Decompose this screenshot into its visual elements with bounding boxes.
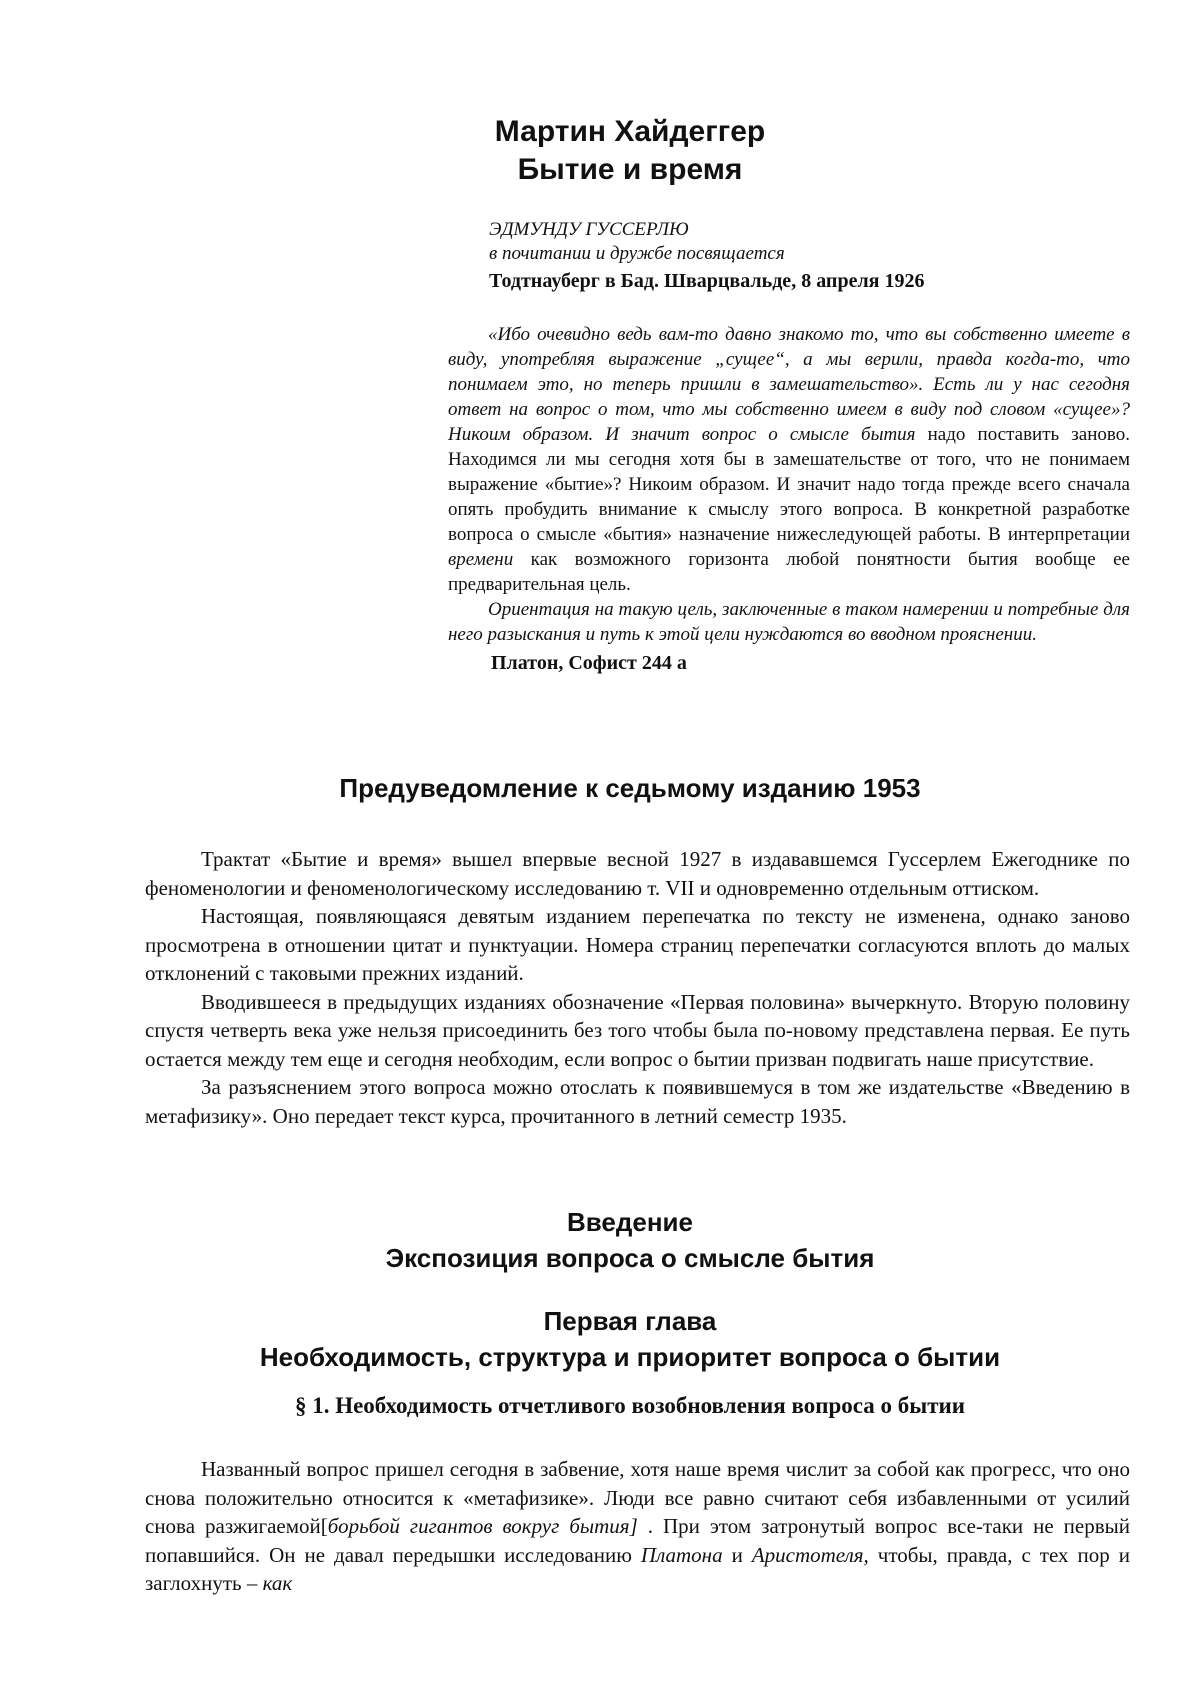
text-run-italic: Платона xyxy=(640,1542,723,1567)
section-heading: § 1. Необходимость отчетливого возобновления вопроса о бытии xyxy=(294,1393,966,1418)
epigraph-paragraph-2: Ориентация на такую цель, заключенные в таком намерении и потребные для него разыскания и путь к этой цели нуждаются во вводном прояснении. xyxy=(448,599,1130,645)
introduction-title: Введение xyxy=(567,1207,693,1237)
epigraph-italic-word: времени xyxy=(448,549,514,570)
preface-paragraph: За разъяснением этого вопроса можно отослать к появившемуся в том же издательстве «Введению в метафизику». Оно передает текст курса, прочитанного в летний семестр 1935. xyxy=(145,1075,1130,1128)
introduction-subtitle: Экспозиция вопроса о смысле бытия xyxy=(385,1243,875,1273)
chapter-heading xyxy=(150,1303,1110,1375)
text-run: чтобы, правда, с тех пор и заглохнуть – xyxy=(145,1542,1131,1595)
preface-paragraph: Трактат «Бытие и время» вышел впервые весной 1927 в издававшемся Гуссерлем Ежегоднике по феноменологии и феноменологическому исследованию т. VII и одновременно отдельным оттиском. xyxy=(145,847,1130,900)
text-run: и xyxy=(722,1542,752,1567)
section1-body xyxy=(145,1455,1130,1598)
title-block xyxy=(400,113,860,189)
section1-paragraph xyxy=(145,1455,1130,1598)
epigraph-attribution: Платон, Софист 244 а xyxy=(491,652,687,674)
chapter-subtitle: Необходимость, структура и приоритет вопроса о бытии xyxy=(259,1342,1001,1372)
epigraph-italic: «Ибо очевидно ведь вам-то давно знакомо то, что вы собственно имеете в виду, употребляя выражение „сущее“, а мы верили, правда когда-то, что понимаем это, но теперь пришли в замешательство». Есть ли у нас сегодня ответ на вопрос о том, что мы собственно имеем в виду под словом «сущее»? Никоим образом. И значит вопрос о смысле бытия xyxy=(448,324,1130,445)
preface-paragraph: Вводившееся в предыдущих изданиях обозначение «Первая половина» вычеркнуто. Вторую половину спустя четверть века уже нельзя присоединить без того чтобы была по-новому представлена первая. Ее путь остается между тем еще и сегодня необходим, если вопрос о бытии призван подвигать наше присутствие. xyxy=(145,989,1130,1071)
preface-paragraph: Настоящая, появляющаяся девятым изданием перепечатка по тексту не изменена, однако заново просмотрена в отношении цитат и пунктуации. Номера страниц перепечатки согласуются вплоть до малых отклонений с таковыми прежних изданий. xyxy=(145,904,1130,985)
text-run-italic: Аристотеля, xyxy=(751,1542,869,1567)
text-run-italic: борьбой гигантов вокруг бытия] xyxy=(327,1514,638,1538)
epigraph-paragraph xyxy=(448,322,1130,597)
epigraph-normal-end: как возможного горизонта любой понятности бытия вообще ее предварительная цель. xyxy=(448,549,1130,595)
chapter-title: Первая глава xyxy=(543,1306,717,1336)
text-run-italic: как xyxy=(262,1571,293,1595)
epigraph xyxy=(448,322,1130,679)
text-run: . При этом затронутый вопрос все-таки не первый попавшийся. Он не давал передышки исследованию xyxy=(145,1514,1131,1567)
preface-heading: Предуведомление к седьмому изданию 1953 xyxy=(339,773,921,803)
introduction-heading xyxy=(150,1204,1110,1276)
dedication-line: в почитании и дружбе посвящается xyxy=(489,243,785,264)
dedication xyxy=(489,218,1049,296)
author-name: Мартин Хайдеггер xyxy=(494,115,766,148)
preface-body xyxy=(145,845,1130,1130)
dedication-place: Тодтнауберг в Бад. Шварцвальде, 8 апреля 1926 xyxy=(489,270,925,292)
epigraph-normal: надо поставить заново. Находимся ли мы сегодня хотя бы в замешательстве от того, что не понимаем выражение «бытие»? Никоим образом. И значит надо тогда прежде всего сначала опять пробудить внимание к смыслу этого вопроса. В конкретной разработке вопроса о смысле «бытия» назначение нижеследующей работы. В интерпретации xyxy=(448,424,1130,545)
text-run: Названный вопрос пришел сегодня в забвение, хотя наше время числит за собой как прогресс, что оно снова положительно относится к «метафизике». Люди все равно считают себя избавленными от усилий снова разжигаемой[ xyxy=(145,1457,1130,1538)
book-title: Бытие и время xyxy=(517,153,743,186)
dedication-recipient: ЭДМУНДУ ГУССЕРЛЮ xyxy=(489,219,689,240)
